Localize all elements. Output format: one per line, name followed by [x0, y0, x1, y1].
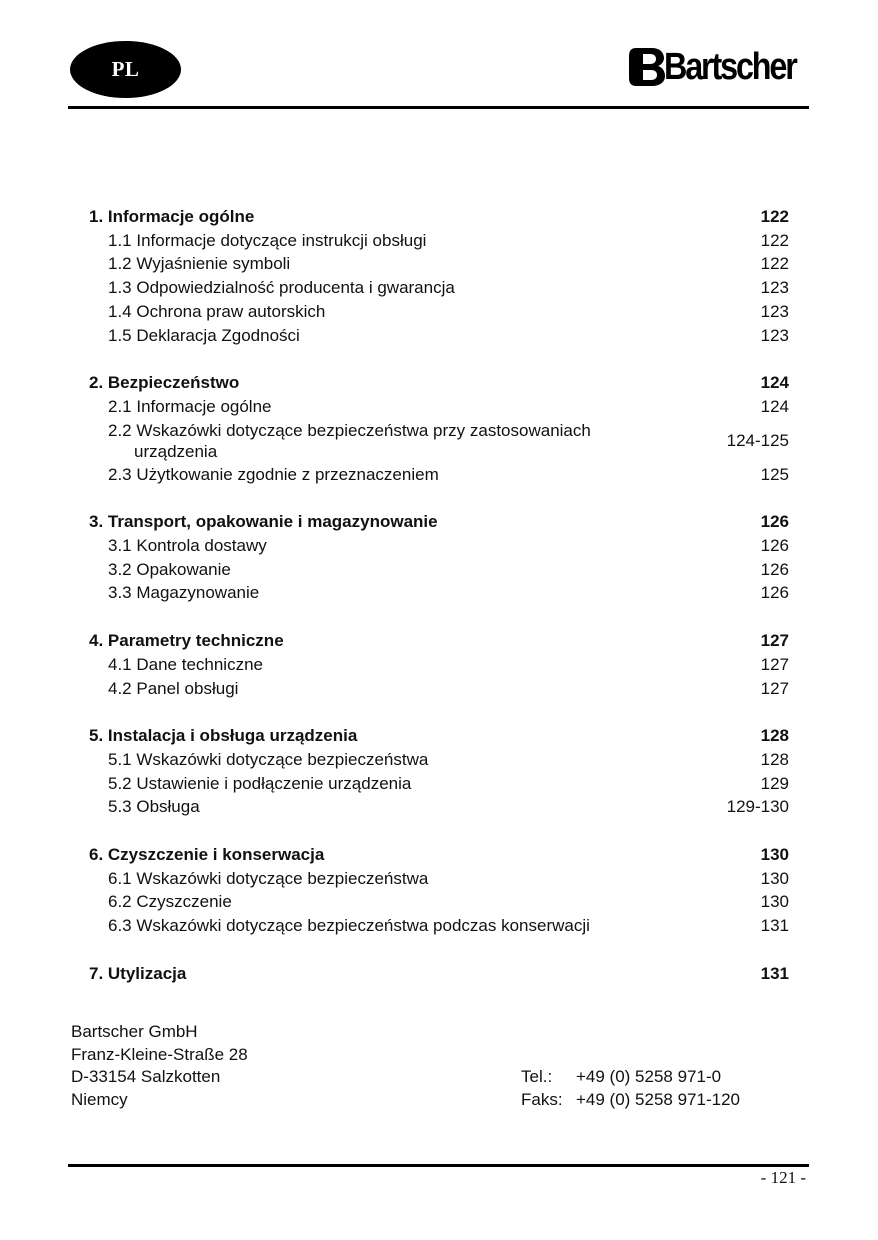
toc-entry-page: 127: [760, 654, 789, 674]
toc-section: [89, 629, 789, 700]
toc-entry-page: 122: [760, 254, 789, 274]
toc-entry-page: 130: [760, 892, 789, 912]
toc-entry: [89, 914, 789, 938]
toc-entry: [89, 795, 789, 819]
toc-entry-page: 130: [760, 868, 789, 888]
toc-entry-page: 126: [760, 559, 789, 579]
toc-chapter-title: 5. Instalacja i obsługa urządzenia: [89, 726, 358, 746]
toc-entry-page: 129-130: [726, 797, 789, 817]
toc-entry: [89, 229, 789, 253]
toc-chapter-page: 124: [760, 373, 789, 393]
toc-chapter-title: 1. Informacje ogólne: [89, 207, 255, 226]
language-code: PL: [111, 57, 140, 81]
toc-entry-page: 126: [760, 583, 789, 603]
toc-chapter: [89, 629, 789, 653]
toc-entry: [89, 419, 789, 463]
fax-line: [521, 1089, 740, 1112]
phone-number: +49 (0) 5258 971-0: [576, 1067, 722, 1086]
toc-entry-page: 128: [760, 749, 789, 769]
language-badge: [70, 41, 181, 98]
toc-chapter: [89, 371, 789, 395]
company-street: Franz-Kleine-Straße 28: [71, 1044, 248, 1064]
company-name: Bartscher GmbH: [71, 1022, 198, 1041]
toc-entry-title: 4.1 Dane techniczne: [108, 654, 263, 674]
toc-entry-title: 3.1 Kontrola dostawy: [108, 536, 267, 556]
toc-entry-title: 6.3 Wskazówki dotyczące bezpieczeństwa podczas konserwacji: [108, 916, 590, 936]
table-of-contents: [89, 205, 789, 1010]
toc-entry-page: 124: [760, 396, 789, 416]
toc-entry-page: 131: [760, 916, 789, 936]
bartscher-logo-icon: [628, 46, 666, 88]
toc-chapter-page: 126: [760, 512, 789, 532]
toc-entry: [89, 463, 789, 487]
toc-chapter-page: 128: [760, 726, 789, 746]
toc-entry-title: 1.3 Odpowiedzialność producenta i gwarancja: [108, 278, 455, 298]
toc-entry: [89, 534, 789, 558]
company-address: [71, 1021, 248, 1111]
brand-name: Bartscher: [664, 46, 796, 88]
toc-entry: [89, 653, 789, 677]
toc-entry-page: 126: [760, 536, 789, 556]
toc-entry-page: 124-125: [726, 430, 789, 450]
toc-entry: [89, 748, 789, 772]
toc-entry: [89, 558, 789, 582]
toc-entry: [89, 890, 789, 914]
toc-entry-title: 5.2 Ustawienie i podłączenie urządzenia: [108, 773, 412, 793]
toc-entry: [89, 252, 789, 276]
toc-entry: [89, 677, 789, 701]
company-city: D-33154 Salzkotten: [71, 1067, 221, 1086]
toc-chapter-page: 127: [760, 631, 789, 651]
toc-chapter-title: 2. Bezpieczeństwo: [89, 373, 240, 393]
toc-entry: [89, 581, 789, 605]
toc-entry-title: 3.3 Magazynowanie: [108, 583, 260, 603]
toc-entry-title: 4.2 Panel obsługi: [108, 678, 239, 698]
toc-section: [89, 205, 789, 347]
toc-entry-title-line: 2.2 Wskazówki dotyczące bezpieczeństwa przy zastosowaniach: [108, 420, 591, 440]
toc-entry-title: 5.1 Wskazówki dotyczące bezpieczeństwa: [108, 749, 429, 769]
toc-section: [89, 724, 789, 819]
toc-entry-title: 6.1 Wskazówki dotyczące bezpieczeństwa: [108, 868, 429, 888]
page-number: - 121 -: [760, 1168, 806, 1187]
fax-label: Faks:: [521, 1089, 563, 1109]
toc-section: [89, 371, 789, 486]
toc-entry-page: 127: [760, 678, 789, 698]
toc-chapter: [89, 962, 789, 986]
toc-entry-title-continuation: urządzenia: [134, 441, 218, 461]
toc-entry-title: 2.3 Użytkowanie zgodnie z przeznaczeniem: [108, 464, 439, 484]
toc-chapter-page: 130: [760, 845, 789, 865]
toc-entry: [89, 324, 789, 348]
toc-section: [89, 510, 789, 605]
toc-entry-page: 123: [760, 325, 789, 345]
toc-entry-page: 123: [760, 278, 789, 298]
toc-chapter: [89, 843, 789, 867]
toc-chapter: [89, 205, 789, 229]
toc-entry-title: 6.2 Czyszczenie: [108, 892, 232, 912]
toc-chapter-title: 3. Transport, opakowanie i magazynowanie: [89, 512, 438, 532]
phone-line: [521, 1066, 740, 1089]
toc-chapter-title: 7. Utylizacja: [89, 963, 187, 983]
toc-entry-title: 5.3 Obsługa: [108, 797, 200, 817]
toc-entry-title: 1.4 Ochrona praw autorskich: [108, 301, 326, 321]
toc-chapter-page: 131: [760, 963, 789, 983]
toc-entry: [89, 300, 789, 324]
toc-section: [89, 962, 789, 986]
company-contact: [521, 1066, 740, 1111]
brand-logo: [628, 46, 804, 88]
toc-entry-page: 122: [760, 230, 789, 250]
toc-chapter-page: 122: [760, 207, 789, 226]
toc-entry-title: 3.2 Opakowanie: [108, 559, 231, 579]
fax-number: +49 (0) 5258 971-120: [576, 1089, 740, 1109]
toc-section: [89, 843, 789, 938]
toc-chapter: [89, 724, 789, 748]
toc-entry: [89, 276, 789, 300]
header-divider: [68, 106, 809, 109]
footer-divider: [68, 1164, 809, 1167]
toc-entry-page: 125: [760, 464, 789, 484]
toc-entry-title: 1.2 Wyjaśnienie symboli: [108, 254, 291, 274]
toc-entry-title: 1.1 Informacje dotyczące instrukcji obsługi: [108, 230, 427, 250]
toc-chapter: [89, 510, 789, 534]
toc-entry-title: [89, 419, 591, 463]
toc-entry: [89, 395, 789, 419]
phone-label: Tel.:: [521, 1067, 553, 1086]
toc-entry: [89, 772, 789, 796]
toc-entry-page: 123: [760, 301, 789, 321]
toc-chapter-title: 4. Parametry techniczne: [89, 631, 284, 651]
toc-entry-page: 129: [760, 773, 789, 793]
toc-chapter-title: 6. Czyszczenie i konserwacja: [89, 845, 325, 865]
company-country: Niemcy: [71, 1089, 128, 1109]
toc-entry-title: 2.1 Informacje ogólne: [108, 396, 272, 416]
toc-entry: [89, 867, 789, 891]
toc-entry-title: 1.5 Deklaracja Zgodności: [108, 325, 300, 345]
